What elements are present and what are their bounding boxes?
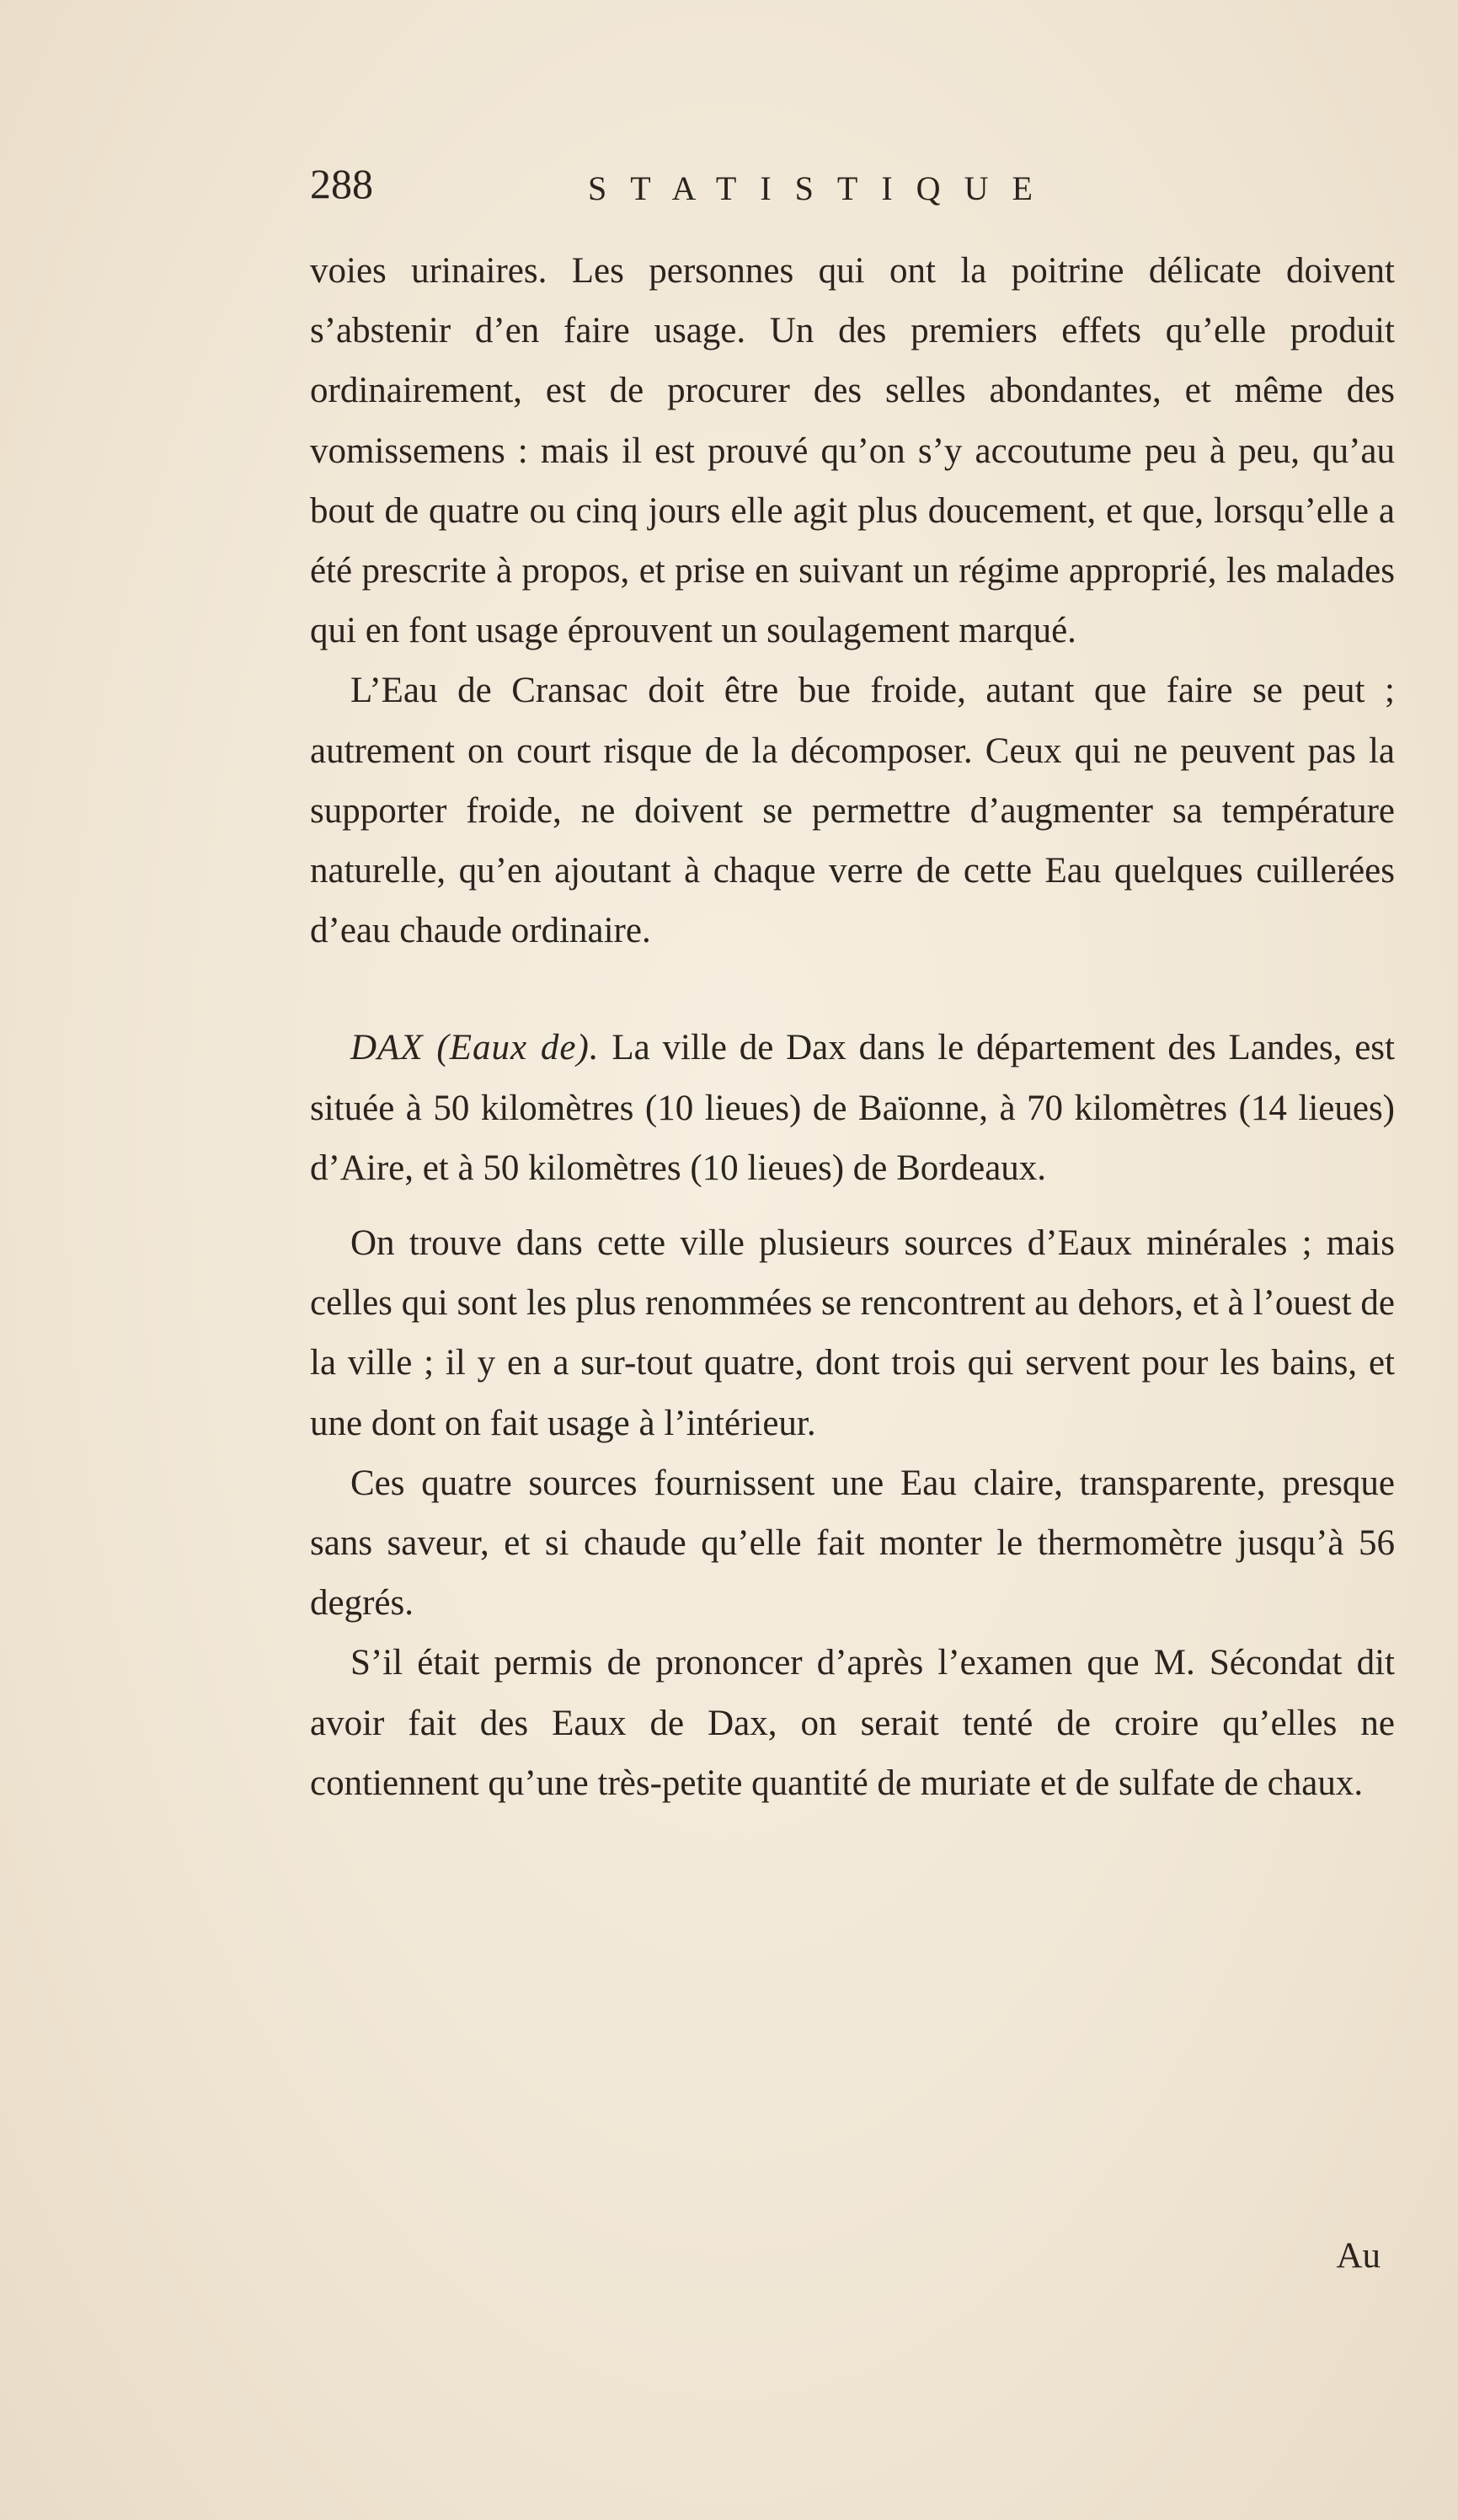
article-heading-dax: DAX (Eaux de). — [350, 1028, 600, 1068]
article-intro-dax: La ville de Dax dans le département des Landes, est située à 50 kilomètres (10 lieues) de Baïonne, à 70 kilomètres (14 lieues) d’Aire, et à 50 kilomètres (10 lieues) de Bordeaux. — [310, 1028, 1395, 1188]
paragraph-dax-analysis: S’il était permis de prononcer d’après l’examen que M. Sécondat dit avoir fait des Eaux de Dax, on serait tenté de croire qu’elles ne contiennent qu’une très-petite quantité de muriate et de sulfate de chaux. — [310, 1643, 1395, 1803]
catchword: Au — [1336, 2236, 1381, 2276]
paragraph-cransac-usage: L’Eau de Cransac doit être bue froide, autant que faire se peut ; autrement on court risque de la décomposer. Ceux qui ne peuvent pas la supporter froide, ne doivent se permettre d’augmenter sa température naturelle, qu’en ajoutant à chaque verre de cette Eau quelques cuillerées d’eau chaude ordinaire. — [310, 671, 1395, 951]
paragraph-dax-intro — [310, 1018, 1395, 1198]
paragraph-dax-sources: On trouve dans cette ville plusieurs sources d’Eaux minérales ; mais celles qui sont les plus renommées se rencontrent au dehors, et à l’ouest de la ville ; il y en a sur-tout quatre, dont trois qui servent pour les bains, et une dont on fait usage à l’intérieur. — [310, 1223, 1395, 1443]
body-text — [310, 241, 1395, 1813]
section-spacer — [310, 960, 1395, 1018]
paragraph-dax-water: Ces quatre sources fournissent une Eau claire, transparente, presque sans saveur, et si chaude qu’elle fait monter le thermomètre jusqu’à 56 degrés. — [310, 1463, 1395, 1624]
paragraph-urinary-effects: voies urinaires. Les personnes qui ont la poitrine délicate doivent s’abstenir d’en faire usage. Un des premiers effets qu’elle produit ordinairement, est de procurer des selles abondantes, et même des vomissemens : mais il est prouvé qu’on s’y accoutume peu à peu, qu’au bout de quatre ou cinq jours elle agit plus doucement, et que, lorsqu’elle a été prescrite à propos, et prise en suivant un régime approprié, les malades qui en font usage éprouvent un soulagement marqué. — [310, 251, 1395, 651]
running-head: STATISTIQUE — [588, 169, 1056, 207]
page-number: 288 — [310, 160, 373, 207]
page-header — [310, 158, 1152, 226]
paragraph-spacer — [310, 1198, 1395, 1213]
